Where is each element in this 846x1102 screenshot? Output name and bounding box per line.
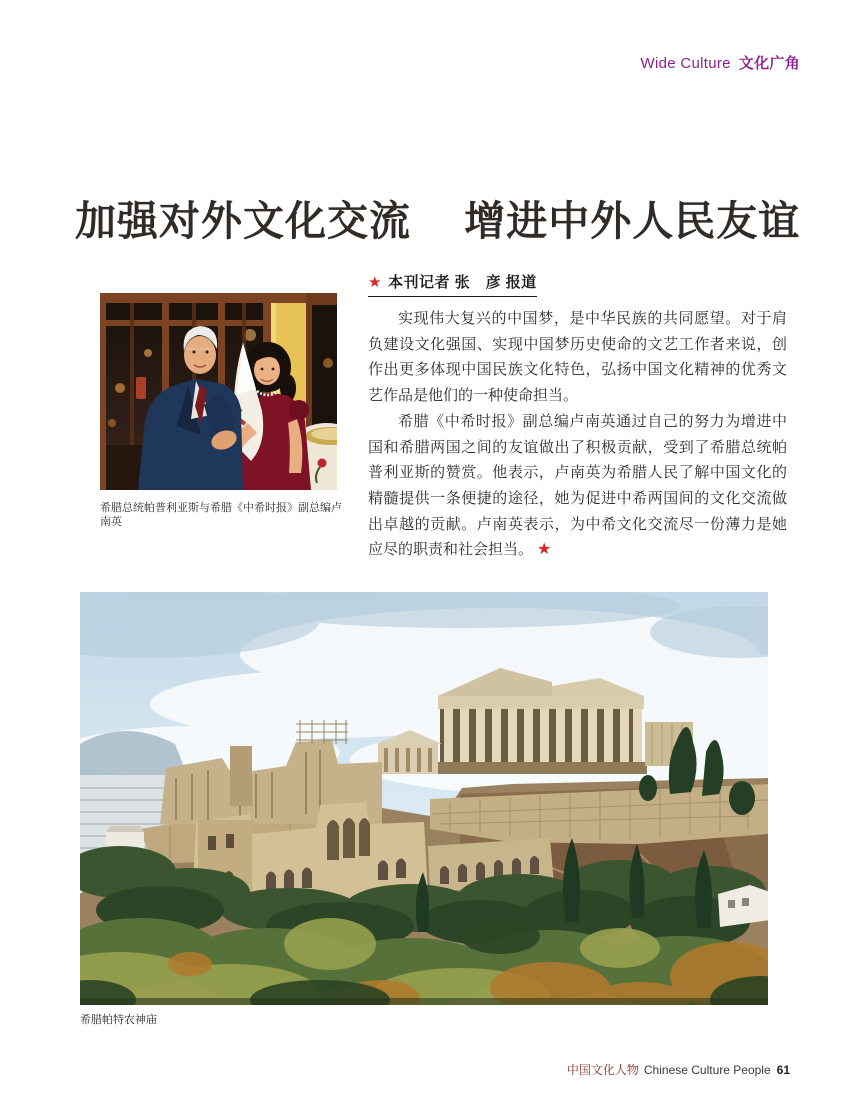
- acropolis-photo-caption: 希腊帕特农神庙: [80, 1014, 157, 1026]
- page-number: 61: [776, 1063, 790, 1077]
- article-title: 加强对外文化交流 增进中外人民友谊: [75, 198, 801, 245]
- acropolis-photo-graphic: [80, 592, 768, 1005]
- president-handshake-photo: [100, 293, 337, 490]
- footer-magazine-name-zh: 中国文化人物: [566, 1063, 639, 1077]
- handshake-photo-graphic: [100, 293, 337, 490]
- end-star-icon: ★: [537, 541, 552, 559]
- article-paragraph: 实现伟大复兴的中国梦，是中华民族的共同愿望。对于肩负建设文化强国、实现中国梦历史使命的文艺工作者来说，创作出更多体现中国民族文化特色，弘扬中国文化精神的优秀文艺作品是他们的一种使命担当。: [368, 310, 787, 405]
- byline-star-icon: ★: [368, 274, 382, 291]
- section-header: [641, 52, 801, 73]
- footer-magazine-name-en: Chinese Culture People: [643, 1063, 771, 1077]
- page-footer: [567, 1061, 790, 1078]
- byline-text: 本刊记者 张 彦 报道: [387, 274, 537, 291]
- section-header-en: Wide Culture: [640, 55, 731, 72]
- section-header-zh: 文化广角: [738, 55, 800, 72]
- article-body: [368, 271, 787, 563]
- article-paragraph: 希腊《中希时报》副总编卢南英通过自己的努力为增进中国和希腊两国之间的友谊做出了积极贡献，受到了希腊总统帕普利亚斯的赞赏。他表示，卢南英为希腊人民了解中国文化的精髓提供一条便捷的途径，她为促进中希两国间的文化交流做出卓越的贡献。卢南英表示，为中希文化交流尽一份薄力是她应尽的职责和社会担当。 ★: [368, 412, 787, 559]
- handshake-photo-caption: 希腊总统帕普利亚斯与希腊《中希时报》副总编卢南英: [100, 502, 342, 528]
- byline: [368, 271, 537, 297]
- acropolis-photo: [80, 592, 768, 1005]
